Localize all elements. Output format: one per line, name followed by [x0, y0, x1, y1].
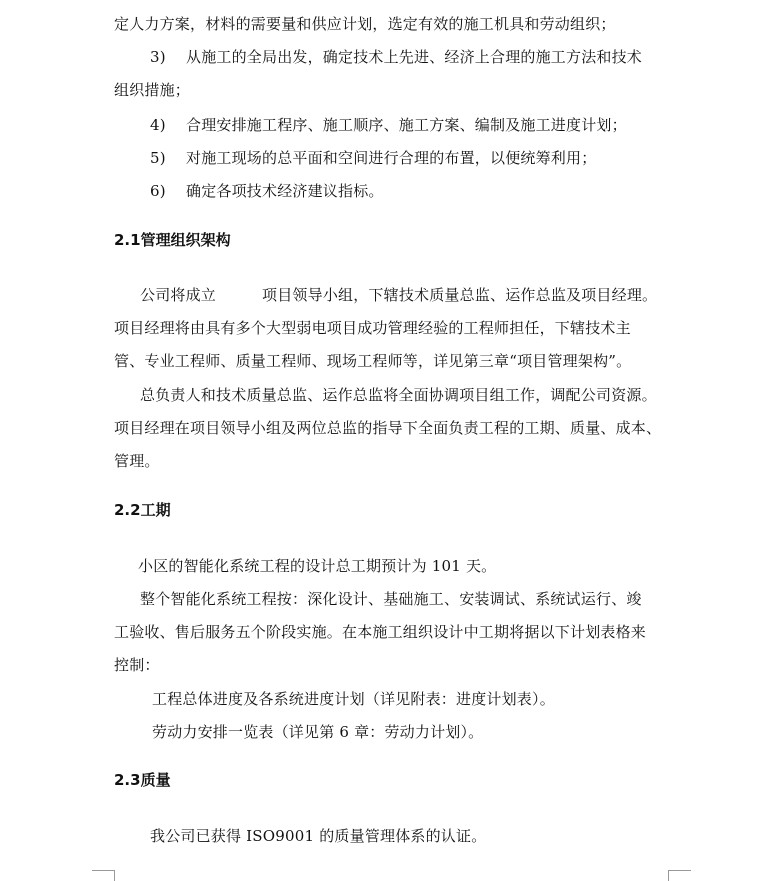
paragraph-line: 管理。 — [114, 452, 160, 470]
list-item-5 — [150, 148, 596, 168]
paragraph-line: 劳动力安排一览表（详见第 6 章：劳动力计划）。 — [152, 723, 484, 741]
paragraph-line: 整个智能化系统工程按：深化设计、基础施工、安装调试、系统试运行、竣 — [140, 590, 642, 608]
page-margin-marker-left — [92, 870, 115, 881]
section-heading-2-1: 2.1管理组织架构 — [114, 231, 231, 249]
list-item-number: 6) — [150, 182, 166, 200]
list-item-4 — [150, 115, 627, 135]
list-item-3 — [150, 47, 642, 67]
paragraph-line: 我公司已获得 ISO9001 的质量管理体系的认证。 — [150, 827, 487, 845]
paragraph-text: 公司将成立 — [140, 286, 217, 304]
list-item-6 — [150, 181, 384, 201]
section-heading-2-2: 2.2工期 — [114, 501, 171, 519]
paragraph-line: 小区的智能化系统工程的设计总工期预计为 101 天。 — [138, 557, 497, 575]
list-item-text: 从施工的全局出发，确定技术上先进、经济上合理的施工方法和技术 — [186, 48, 643, 66]
paragraph-line: 项目经理在项目领导小组及两位总监的指导下全面负责工程的工期、质量、成本、 — [114, 419, 662, 437]
list-continuation-line: 定人力方案，材料的需要量和供应计划，选定有效的施工机具和劳动组织； — [114, 15, 616, 33]
list-item-number: 3) — [150, 48, 166, 66]
list-item-text: 合理安排施工程序、施工顺序、施工方案、编制及施工进度计划； — [186, 116, 627, 134]
list-item-3-continuation: 组织措施； — [114, 81, 191, 99]
paragraph-line: 工程总体进度及各系统进度计划（详见附表：进度计划表）。 — [152, 690, 555, 708]
page-margin-marker-right — [668, 870, 691, 881]
paragraph-line: 管、专业工程师、质量工程师、现场工程师等，详见第三章“项目管理架构”。 — [114, 352, 632, 370]
paragraph-line: 项目经理将由具有多个大型弱电项目成功管理经验的工程师担任，下辖技术主 — [114, 319, 631, 337]
paragraph-line — [140, 285, 657, 305]
paragraph-line: 总负责人和技术质量总监、运作总监将全面协调项目组工作，调配公司资源。 — [140, 386, 657, 404]
paragraph-line: 工验收、售后服务五个阶段实施。在本施工组织设计中工期将据以下计划表格来 — [114, 623, 647, 641]
list-item-text: 确定各项技术经济建议指标。 — [186, 182, 384, 200]
list-item-text: 对施工现场的总平面和空间进行合理的布置，以便统筹利用； — [186, 149, 597, 167]
section-heading-2-3: 2.3质量 — [114, 771, 171, 789]
list-item-number: 4) — [150, 116, 166, 134]
paragraph-text: 项目领导小组，下辖技术质量总监、运作总监及项目经理。 — [262, 286, 658, 304]
paragraph-line: 控制： — [114, 656, 160, 674]
list-item-number: 5) — [150, 149, 166, 167]
